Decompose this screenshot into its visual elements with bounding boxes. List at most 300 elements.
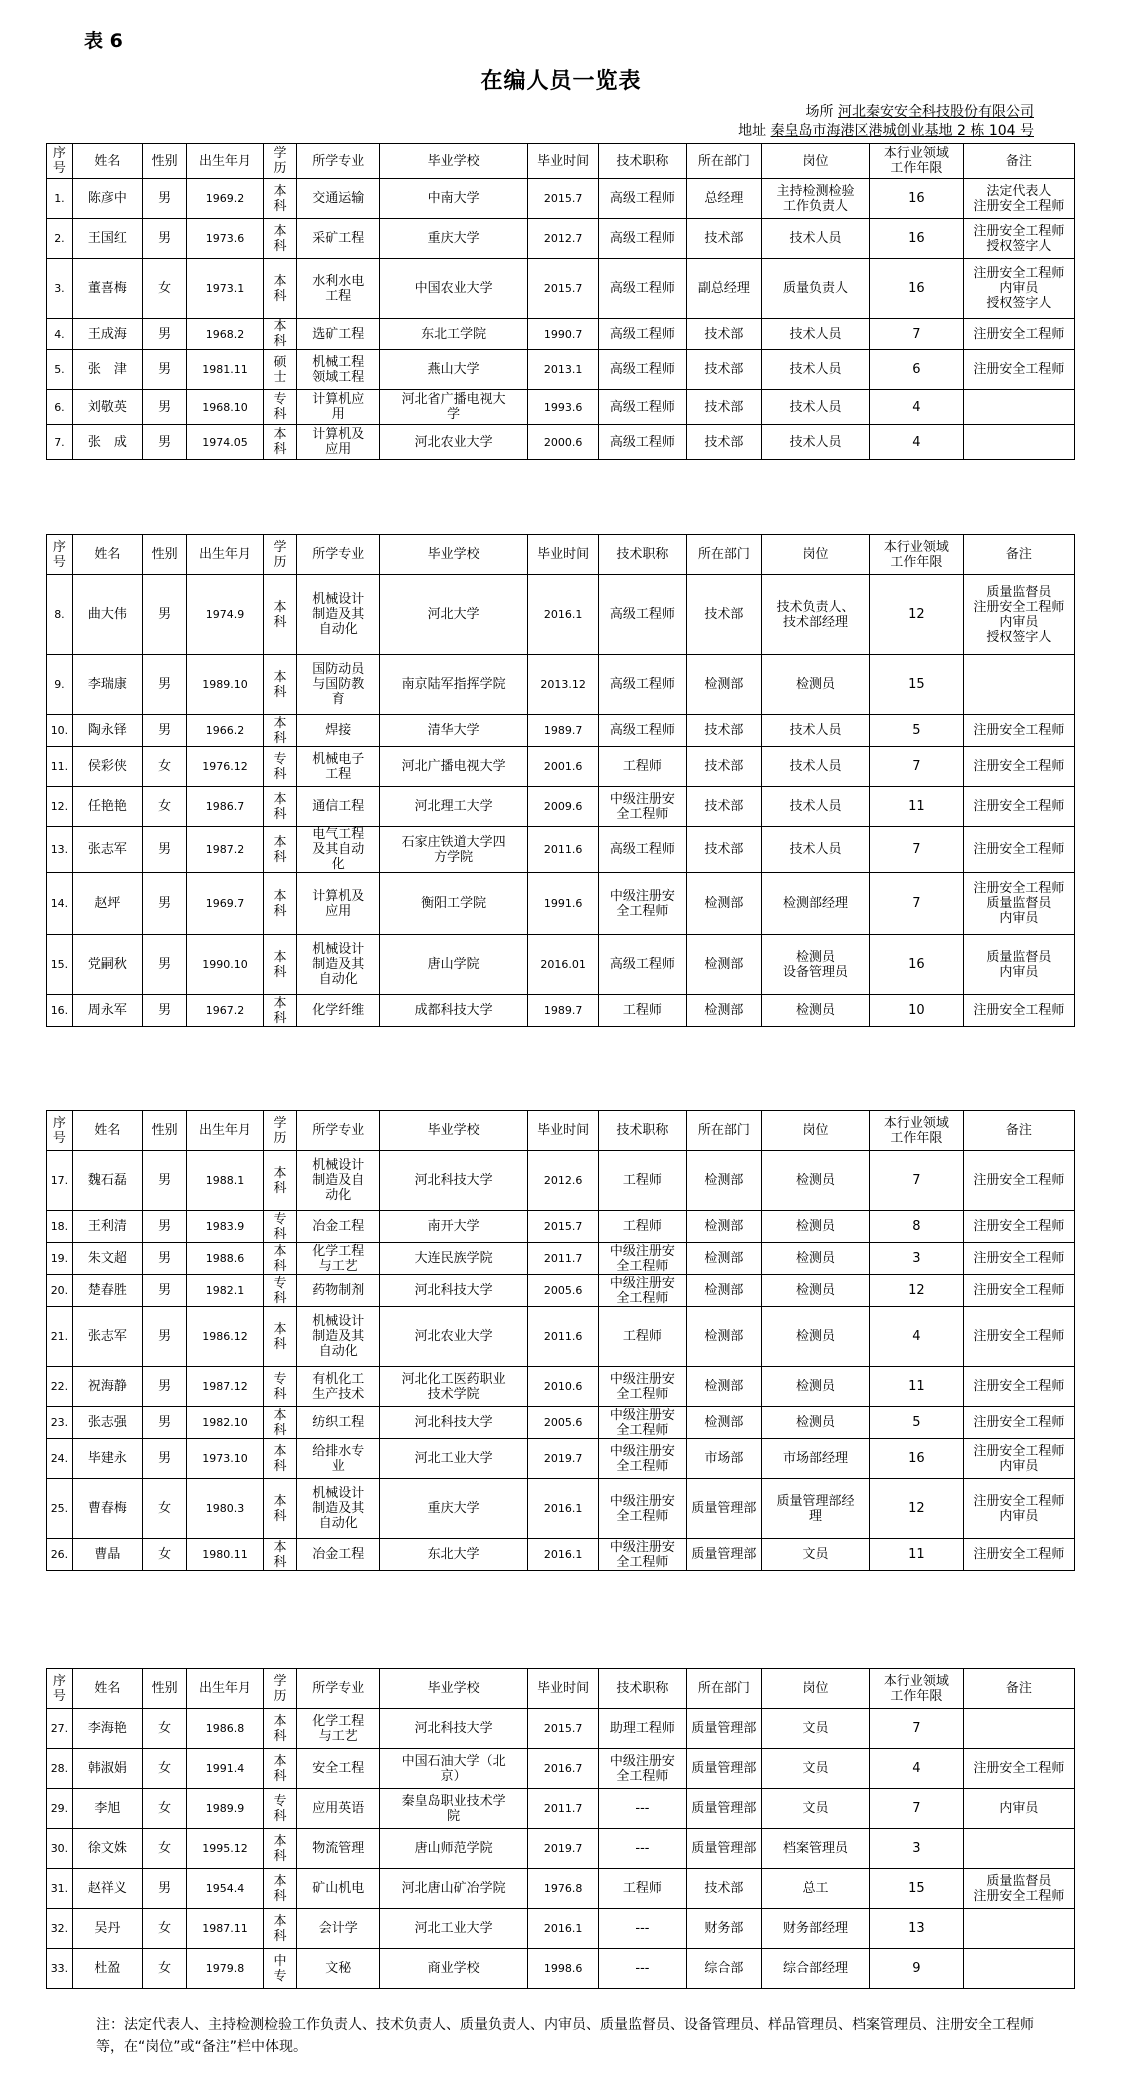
cell-major: 冶金工程 [297, 1211, 380, 1243]
column-header-name: 姓名 [72, 535, 142, 575]
cell-education: 硕 士 [263, 350, 296, 390]
cell-school: 河北化工医药职业 技术学院 [380, 1367, 528, 1407]
cell-birth: 1991.4 [187, 1749, 264, 1789]
cell-grad-date: 1998.6 [528, 1949, 599, 1989]
cell-years: 11 [869, 1539, 963, 1571]
cell-remark: 注册安全工程师 [963, 787, 1074, 827]
cell-seq: 16. [47, 995, 73, 1027]
cell-major: 纺织工程 [297, 1407, 380, 1439]
cell-remark [963, 1909, 1074, 1949]
cell-birth: 1954.4 [187, 1869, 264, 1909]
table-row [47, 787, 1075, 827]
cell-gender: 女 [142, 259, 186, 319]
cell-remark: 注册安全工程师 [963, 1407, 1074, 1439]
cell-remark: 注册安全工程师 [963, 1211, 1074, 1243]
cell-education: 专 科 [263, 1367, 296, 1407]
column-header-dept: 所在部门 [686, 535, 762, 575]
cell-seq: 22. [47, 1367, 73, 1407]
cell-dept: 质量管理部 [686, 1829, 762, 1869]
cell-grad-date: 2012.7 [528, 219, 599, 259]
column-header-name: 姓名 [72, 144, 142, 179]
cell-school: 河北省广播电视大 学 [380, 390, 528, 425]
cell-dept: 检测部 [686, 873, 762, 935]
cell-education: 专 科 [263, 747, 296, 787]
cell-years: 12 [869, 575, 963, 655]
cell-post: 文员 [762, 1709, 870, 1749]
cell-dept: 总经理 [686, 179, 762, 219]
cell-major: 机械设计 制造及其 自动化 [297, 1307, 380, 1367]
column-header-gender: 性别 [142, 1669, 186, 1709]
cell-remark: 注册安全工程师 质量监督员 内审员 [963, 873, 1074, 935]
column-header-birth: 出生年月 [187, 144, 264, 179]
venue-value: 河北秦安安全科技股份有限公司 [838, 104, 1034, 120]
cell-seq: 2. [47, 219, 73, 259]
cell-name: 李旭 [72, 1789, 142, 1829]
cell-name: 周永军 [72, 995, 142, 1027]
cell-grad-date: 2005.6 [528, 1407, 599, 1439]
cell-post: 技术人员 [762, 747, 870, 787]
cell-education: 本 科 [263, 1243, 296, 1275]
cell-major: 有机化工 生产技术 [297, 1367, 380, 1407]
column-header-major: 所学专业 [297, 1669, 380, 1709]
cell-school: 东北工学院 [380, 319, 528, 350]
cell-birth: 1989.10 [187, 655, 264, 715]
cell-major: 采矿工程 [297, 219, 380, 259]
column-header-seq: 序 号 [47, 535, 73, 575]
cell-title: 高级工程师 [599, 390, 686, 425]
cell-school: 河北唐山矿冶学院 [380, 1869, 528, 1909]
cell-post: 检测员 [762, 1307, 870, 1367]
cell-birth: 1973.1 [187, 259, 264, 319]
cell-remark: 注册安全工程师 内审员 授权签字人 [963, 259, 1074, 319]
column-header-remark: 备注 [963, 535, 1074, 575]
cell-grad-date: 1991.6 [528, 873, 599, 935]
page-title: 在编人员一览表 [480, 68, 642, 94]
cell-grad-date: 2015.7 [528, 1211, 599, 1243]
cell-seq: 12. [47, 787, 73, 827]
cell-education: 本 科 [263, 1709, 296, 1749]
cell-years: 16 [869, 1439, 963, 1479]
cell-gender: 男 [142, 827, 186, 873]
cell-grad-date: 2015.7 [528, 1709, 599, 1749]
table-row [47, 1243, 1075, 1275]
cell-name: 杜盈 [72, 1949, 142, 1989]
table-row [47, 350, 1075, 390]
cell-school: 南京陆军指挥学院 [380, 655, 528, 715]
cell-gender: 男 [142, 1151, 186, 1211]
cell-dept: 技术部 [686, 219, 762, 259]
cell-school: 清华大学 [380, 715, 528, 747]
cell-seq: 13. [47, 827, 73, 873]
table-row [47, 425, 1075, 460]
cell-seq: 17. [47, 1151, 73, 1211]
cell-gender: 女 [142, 1789, 186, 1829]
cell-gender: 男 [142, 1243, 186, 1275]
cell-major: 计算机及 应用 [297, 425, 380, 460]
cell-name: 朱文超 [72, 1243, 142, 1275]
column-header-education: 学 历 [263, 1669, 296, 1709]
cell-education: 本 科 [263, 995, 296, 1027]
cell-school: 河北理工大学 [380, 787, 528, 827]
cell-gender: 男 [142, 655, 186, 715]
cell-name: 魏石磊 [72, 1151, 142, 1211]
table-row [47, 575, 1075, 655]
cell-dept: 技术部 [686, 575, 762, 655]
column-header-education: 学 历 [263, 144, 296, 179]
table-row [47, 935, 1075, 995]
column-header-name: 姓名 [72, 1111, 142, 1151]
cell-education: 专 科 [263, 390, 296, 425]
cell-school: 商业学校 [380, 1949, 528, 1989]
cell-remark: 注册安全工程师 [963, 1749, 1074, 1789]
cell-grad-date: 1976.8 [528, 1869, 599, 1909]
cell-title: 工程师 [599, 1211, 686, 1243]
cell-education: 本 科 [263, 1869, 296, 1909]
cell-dept: 质量管理部 [686, 1539, 762, 1571]
cell-school: 河北科技大学 [380, 1275, 528, 1307]
cell-education: 本 科 [263, 179, 296, 219]
table-row [47, 1407, 1075, 1439]
column-header-dept: 所在部门 [686, 1111, 762, 1151]
column-header-school: 毕业学校 [380, 1111, 528, 1151]
table-row [47, 1439, 1075, 1479]
cell-gender: 女 [142, 1829, 186, 1869]
cell-major: 安全工程 [297, 1749, 380, 1789]
cell-seq: 28. [47, 1749, 73, 1789]
cell-gender: 女 [142, 1709, 186, 1749]
table-number: 表 6 [84, 30, 123, 52]
column-header-title: 技术职称 [599, 1669, 686, 1709]
column-header-dept: 所在部门 [686, 144, 762, 179]
cell-name: 李海艳 [72, 1709, 142, 1749]
cell-seq: 9. [47, 655, 73, 715]
cell-education: 本 科 [263, 1829, 296, 1869]
column-header-years: 本行业领域 工作年限 [869, 1669, 963, 1709]
header-row [47, 1669, 1075, 1709]
cell-education: 本 科 [263, 787, 296, 827]
cell-dept: 检测部 [686, 995, 762, 1027]
cell-name: 侯彩侠 [72, 747, 142, 787]
table-row [47, 1151, 1075, 1211]
cell-years: 4 [869, 1307, 963, 1367]
cell-education: 本 科 [263, 1539, 296, 1571]
cell-remark: 注册安全工程师 [963, 1243, 1074, 1275]
cell-name: 赵祥义 [72, 1869, 142, 1909]
cell-gender: 男 [142, 873, 186, 935]
cell-school: 河北科技大学 [380, 1709, 528, 1749]
cell-post: 检测员 [762, 1367, 870, 1407]
cell-post: 检测员 设备管理员 [762, 935, 870, 995]
table-row [47, 1709, 1075, 1749]
cell-birth: 1968.10 [187, 390, 264, 425]
cell-major: 计算机及 应用 [297, 873, 380, 935]
cell-birth: 1969.7 [187, 873, 264, 935]
cell-school: 重庆大学 [380, 1479, 528, 1539]
staff-table-1 [46, 143, 1075, 460]
cell-remark: 注册安全工程师 内审员 [963, 1479, 1074, 1539]
cell-gender: 男 [142, 1307, 186, 1367]
cell-remark: 注册安全工程师 [963, 827, 1074, 873]
cell-post: 技术人员 [762, 319, 870, 350]
cell-remark [963, 1709, 1074, 1749]
cell-school: 衡阳工学院 [380, 873, 528, 935]
cell-birth: 1982.1 [187, 1275, 264, 1307]
cell-seq: 19. [47, 1243, 73, 1275]
cell-post: 文员 [762, 1749, 870, 1789]
cell-post: 市场部经理 [762, 1439, 870, 1479]
cell-education: 本 科 [263, 259, 296, 319]
cell-gender: 男 [142, 1407, 186, 1439]
column-header-education: 学 历 [263, 1111, 296, 1151]
cell-grad-date: 2012.6 [528, 1151, 599, 1211]
cell-name: 任艳艳 [72, 787, 142, 827]
cell-seq: 6. [47, 390, 73, 425]
cell-title: 中级注册安 全工程师 [599, 1539, 686, 1571]
cell-post: 总工 [762, 1869, 870, 1909]
cell-birth: 1988.6 [187, 1243, 264, 1275]
cell-major: 矿山机电 [297, 1869, 380, 1909]
table-row [47, 995, 1075, 1027]
cell-school: 成都科技大学 [380, 995, 528, 1027]
cell-school: 河北科技大学 [380, 1407, 528, 1439]
table-row [47, 1367, 1075, 1407]
cell-grad-date: 2013.1 [528, 350, 599, 390]
cell-dept: 检测部 [686, 1151, 762, 1211]
cell-remark: 注册安全工程师 [963, 747, 1074, 787]
cell-grad-date: 2011.7 [528, 1243, 599, 1275]
cell-birth: 1968.2 [187, 319, 264, 350]
cell-remark: 注册安全工程师 内审员 [963, 1439, 1074, 1479]
cell-name: 王利清 [72, 1211, 142, 1243]
cell-title: 高级工程师 [599, 319, 686, 350]
cell-gender: 男 [142, 575, 186, 655]
cell-title: 高级工程师 [599, 827, 686, 873]
venue-label: 场所 [805, 104, 834, 120]
cell-years: 12 [869, 1275, 963, 1307]
cell-birth: 1986.7 [187, 787, 264, 827]
cell-remark: 注册安全工程师 [963, 1307, 1074, 1367]
column-header-major: 所学专业 [297, 144, 380, 179]
cell-title: 工程师 [599, 1151, 686, 1211]
cell-title: 高级工程师 [599, 219, 686, 259]
cell-major: 化学纤维 [297, 995, 380, 1027]
cell-name: 刘敬英 [72, 390, 142, 425]
cell-title: 高级工程师 [599, 935, 686, 995]
cell-birth: 1966.2 [187, 715, 264, 747]
cell-education: 本 科 [263, 219, 296, 259]
table-row [47, 1909, 1075, 1949]
cell-school: 河北农业大学 [380, 1307, 528, 1367]
cell-birth: 1974.9 [187, 575, 264, 655]
cell-post: 检测员 [762, 1243, 870, 1275]
cell-post: 技术人员 [762, 219, 870, 259]
cell-years: 4 [869, 425, 963, 460]
cell-remark: 注册安全工程师 [963, 350, 1074, 390]
cell-school: 燕山大学 [380, 350, 528, 390]
cell-seq: 10. [47, 715, 73, 747]
cell-education: 本 科 [263, 935, 296, 995]
cell-grad-date: 2011.6 [528, 1307, 599, 1367]
cell-gender: 男 [142, 995, 186, 1027]
column-header-school: 毕业学校 [380, 535, 528, 575]
table-row [47, 219, 1075, 259]
cell-seq: 27. [47, 1709, 73, 1749]
cell-education: 本 科 [263, 425, 296, 460]
column-header-remark: 备注 [963, 144, 1074, 179]
cell-title: 工程师 [599, 747, 686, 787]
cell-grad-date: 1989.7 [528, 715, 599, 747]
cell-education: 专 科 [263, 1211, 296, 1243]
cell-birth: 1987.2 [187, 827, 264, 873]
cell-gender: 女 [142, 747, 186, 787]
address-line [738, 122, 1034, 140]
cell-years: 7 [869, 827, 963, 873]
cell-post: 技术人员 [762, 425, 870, 460]
cell-dept: 技术部 [686, 747, 762, 787]
cell-post: 检测部经理 [762, 873, 870, 935]
cell-birth: 1973.10 [187, 1439, 264, 1479]
cell-seq: 11. [47, 747, 73, 787]
cell-years: 16 [869, 219, 963, 259]
cell-gender: 男 [142, 1367, 186, 1407]
column-header-birth: 出生年月 [187, 1111, 264, 1151]
column-header-major: 所学专业 [297, 535, 380, 575]
cell-gender: 女 [142, 1479, 186, 1539]
cell-birth: 1983.9 [187, 1211, 264, 1243]
column-header-remark: 备注 [963, 1669, 1074, 1709]
cell-gender: 男 [142, 319, 186, 350]
cell-school: 秦皇岛职业技术学 院 [380, 1789, 528, 1829]
cell-years: 7 [869, 747, 963, 787]
cell-seq: 21. [47, 1307, 73, 1367]
cell-dept: 检测部 [686, 1367, 762, 1407]
cell-grad-date: 2010.6 [528, 1367, 599, 1407]
cell-education: 本 科 [263, 1407, 296, 1439]
cell-years: 7 [869, 1789, 963, 1829]
cell-gender: 男 [142, 179, 186, 219]
cell-dept: 财务部 [686, 1909, 762, 1949]
cell-school: 南开大学 [380, 1211, 528, 1243]
table-row [47, 1749, 1075, 1789]
cell-remark: 注册安全工程师 [963, 1367, 1074, 1407]
cell-gender: 男 [142, 715, 186, 747]
cell-years: 4 [869, 390, 963, 425]
cell-name: 曹春梅 [72, 1479, 142, 1539]
cell-birth: 1989.9 [187, 1789, 264, 1829]
cell-title: 助理工程师 [599, 1709, 686, 1749]
cell-remark: 注册安全工程师 授权签字人 [963, 219, 1074, 259]
cell-remark [963, 1949, 1074, 1989]
cell-dept: 质量管理部 [686, 1749, 762, 1789]
cell-grad-date: 2011.7 [528, 1789, 599, 1829]
cell-major: 会计学 [297, 1909, 380, 1949]
cell-grad-date: 2015.7 [528, 179, 599, 219]
cell-title: 中级注册安 全工程师 [599, 873, 686, 935]
cell-school: 中南大学 [380, 179, 528, 219]
cell-gender: 女 [142, 787, 186, 827]
cell-birth: 1987.12 [187, 1367, 264, 1407]
cell-school: 中国石油大学（北 京） [380, 1749, 528, 1789]
cell-education: 本 科 [263, 1439, 296, 1479]
column-header-gender: 性别 [142, 144, 186, 179]
cell-name: 党嗣秋 [72, 935, 142, 995]
cell-title: 中级注册安 全工程师 [599, 1479, 686, 1539]
cell-major: 国防动员 与国防教 育 [297, 655, 380, 715]
cell-post: 技术人员 [762, 787, 870, 827]
cell-school: 河北农业大学 [380, 425, 528, 460]
cell-major: 机械设计 制造及其 自动化 [297, 935, 380, 995]
cell-education: 本 科 [263, 575, 296, 655]
cell-seq: 1. [47, 179, 73, 219]
cell-years: 6 [869, 350, 963, 390]
cell-title: 高级工程师 [599, 655, 686, 715]
cell-gender: 男 [142, 1211, 186, 1243]
cell-years: 16 [869, 259, 963, 319]
cell-years: 12 [869, 1479, 963, 1539]
cell-years: 15 [869, 1869, 963, 1909]
cell-seq: 32. [47, 1909, 73, 1949]
cell-name: 张 成 [72, 425, 142, 460]
cell-education: 本 科 [263, 1749, 296, 1789]
address-label: 地址 [738, 123, 767, 139]
cell-remark: 质量监督员 注册安全工程师 [963, 1869, 1074, 1909]
cell-gender: 男 [142, 935, 186, 995]
cell-education: 本 科 [263, 319, 296, 350]
cell-seq: 24. [47, 1439, 73, 1479]
column-header-grad-date: 毕业时间 [528, 1111, 599, 1151]
staff-table-3 [46, 1110, 1075, 1571]
cell-name: 曲大伟 [72, 575, 142, 655]
cell-post: 检测员 [762, 1275, 870, 1307]
cell-birth: 1986.12 [187, 1307, 264, 1367]
staff-table-2 [46, 534, 1075, 1027]
cell-education: 专 科 [263, 1789, 296, 1829]
column-header-gender: 性别 [142, 1111, 186, 1151]
cell-birth: 1973.6 [187, 219, 264, 259]
cell-dept: 检测部 [686, 655, 762, 715]
cell-major: 文秘 [297, 1949, 380, 1989]
cell-post: 文员 [762, 1789, 870, 1829]
cell-seq: 3. [47, 259, 73, 319]
cell-post: 检测员 [762, 995, 870, 1027]
cell-grad-date: 1989.7 [528, 995, 599, 1027]
cell-name: 徐文姝 [72, 1829, 142, 1869]
cell-birth: 1982.10 [187, 1407, 264, 1439]
cell-title: 中级注册安 全工程师 [599, 1367, 686, 1407]
cell-years: 7 [869, 873, 963, 935]
cell-name: 张志军 [72, 1307, 142, 1367]
cell-name: 曹晶 [72, 1539, 142, 1571]
cell-seq: 14. [47, 873, 73, 935]
cell-years: 3 [869, 1243, 963, 1275]
column-header-post: 岗位 [762, 535, 870, 575]
cell-grad-date: 2016.7 [528, 1749, 599, 1789]
cell-gender: 男 [142, 425, 186, 460]
cell-title: 中级注册安 全工程师 [599, 1275, 686, 1307]
cell-education: 中 专 [263, 1949, 296, 1989]
cell-seq: 8. [47, 575, 73, 655]
table-row [47, 1211, 1075, 1243]
table-row [47, 1789, 1075, 1829]
cell-gender: 男 [142, 350, 186, 390]
cell-grad-date: 2016.1 [528, 1909, 599, 1949]
table-row [47, 1869, 1075, 1909]
cell-major: 化学工程 与工艺 [297, 1243, 380, 1275]
cell-title: --- [599, 1909, 686, 1949]
cell-dept: 检测部 [686, 1407, 762, 1439]
table-row [47, 747, 1075, 787]
cell-gender: 男 [142, 1439, 186, 1479]
